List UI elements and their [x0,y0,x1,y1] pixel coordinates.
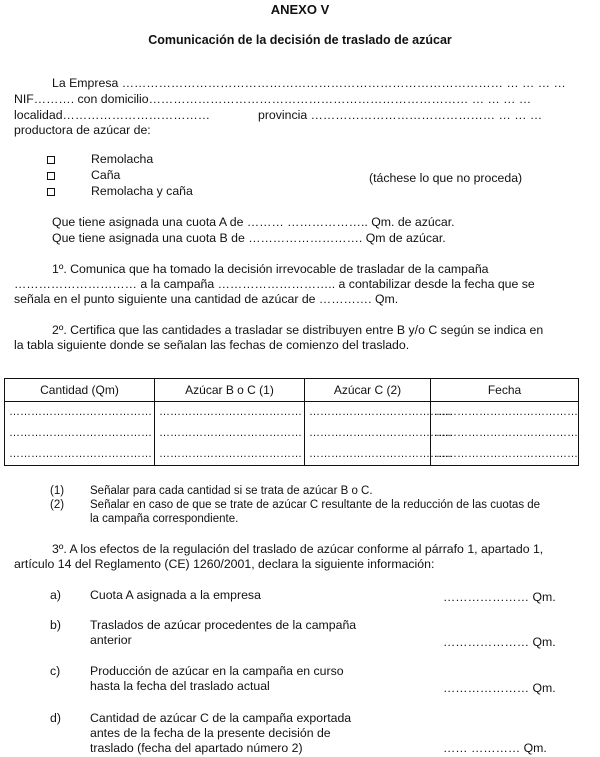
item-d-text-line3: traslado (fecha del apartado número 2) [90,741,303,755]
section3-line1: 3º. A los efectos de la regulación del traslado de azúcar conforme al párrafo 1, apartado 1, [52,542,544,556]
dotted-entry: ………………………………… [159,427,302,439]
item-c-text-line1: Producción de azúcar en la campaña en curso [90,664,344,678]
note-2-text-line1: Señalar en caso de que se trate de azúcar C resultante de la reducción de las cuotas de [90,499,541,511]
item-d-text-line2: antes de la fecha de la presente decisión de [90,726,331,740]
province-field: provincia ……………………………………… … … … [258,108,543,122]
dotted-entry: ………………………………… [435,406,578,418]
item-d-text-line1: Cantidad de azúcar C de la campaña exportada [90,711,352,725]
nif-address-line: NIF………. con domicilio…………………………………………………………………… … … … … [14,92,532,106]
note-2-number: (2) [50,499,65,511]
section3-line2: artículo 14 del Reglamento (CE) 1260/2001, declara la siguiente información: [14,557,435,571]
options-note: (táchese lo que no proceda) [369,171,523,185]
dotted-entry: ………………………………… [435,448,578,460]
table-row [5,402,579,466]
item-a-letter: a) [50,588,61,602]
header-fecha: Fecha [431,379,579,402]
header-azucar-c: Azúcar C (2) [305,379,431,402]
document-subtitle: Comunicación de la decisión de traslado de azúcar [148,33,452,47]
item-a-text: Cuota A asignada a la empresa [90,588,261,602]
option-cana: Caña [91,168,121,182]
azucar-c-cell[interactable] [305,402,452,466]
dotted-entry: ………………………………… [309,406,452,418]
table-header-row [5,379,579,402]
note-2-text-line2: la campaña correspondiente. [90,513,239,525]
producer-label: productora de azúcar de: [14,123,151,137]
dotted-entry: ………………………………… [159,448,302,460]
document-title: ANEXO V [270,2,330,17]
option-remolacha-y-cana: Remolacha y caña [91,184,193,198]
dotted-entry: ………………………………… [9,448,152,460]
dotted-entry: ………………………………… [309,427,452,439]
header-azucar-b-o-c: Azúcar B o C (1) [155,379,305,402]
note-1-text: Señalar para cada cantidad si se trata de azúcar B o C. [90,485,373,497]
item-b-value: ………………… Qm. [443,635,556,649]
cantidad-cell[interactable] [5,402,155,466]
dotted-entry: ………………………………… [309,448,452,460]
item-b-text-line1: Traslados de azúcar procedentes de la campaña [90,618,357,632]
section1-line3: señala en el punto siguiente una cantidad de azúcar de …………. Qm. [14,292,399,306]
dotted-entry: ………………………………… [435,427,578,439]
header-cantidad: Cantidad (Qm) [5,379,155,402]
dotted-entry: ………………………………… [9,406,152,418]
section2-line2: la tabla siguiente donde se señalan las fechas de comienzo del traslado. [14,338,410,352]
dotted-entry: ………………………………… [159,406,302,418]
dotted-entry: ………………………………… [9,427,152,439]
item-b-text-line2: anterior [90,633,132,647]
option-remolacha: Remolacha [91,152,154,166]
transfer-table [4,378,579,466]
section1-line1: 1º. Comunica que ha tomado la decisión irrevocable de trasladar de la campaña [52,262,489,276]
company-name-line: La Empresa ………………………………………………………………………………… … … … … [52,76,566,90]
checkbox-remolacha[interactable] [47,156,55,164]
item-d-value: …… ………… Qm. [443,741,547,755]
fecha-cell[interactable] [431,402,579,466]
section2-line1: 2º. Certifica que las cantidades a trasladar se distribuyen entre B y/o C según se indica en [52,323,544,337]
quota-a-line: Que tiene asignada una cuota A de ……… ……………….. Qm. de azúcar. [52,215,455,229]
item-b-letter: b) [50,618,61,632]
item-a-value: ………………… Qm. [443,590,556,604]
locality-field: localidad……………………………… [14,108,211,122]
item-c-text-line2: hasta la fecha del traslado actual [90,679,270,693]
checkbox-remolacha-y-cana[interactable] [47,188,55,196]
item-c-letter: c) [50,664,61,678]
item-d-letter: d) [50,711,61,725]
quota-b-line: Que tiene asignada una cuota B de ………………………. Qm de azúcar. [52,231,446,245]
note-1-number: (1) [50,485,65,497]
azucar-b-o-c-cell[interactable] [155,402,305,466]
item-c-value: ………………… Qm. [443,681,556,695]
checkbox-cana[interactable] [47,172,55,180]
section1-line2: ………………………… a la campaña ……………………….. a contabilizar desde la fecha que se [14,277,535,291]
